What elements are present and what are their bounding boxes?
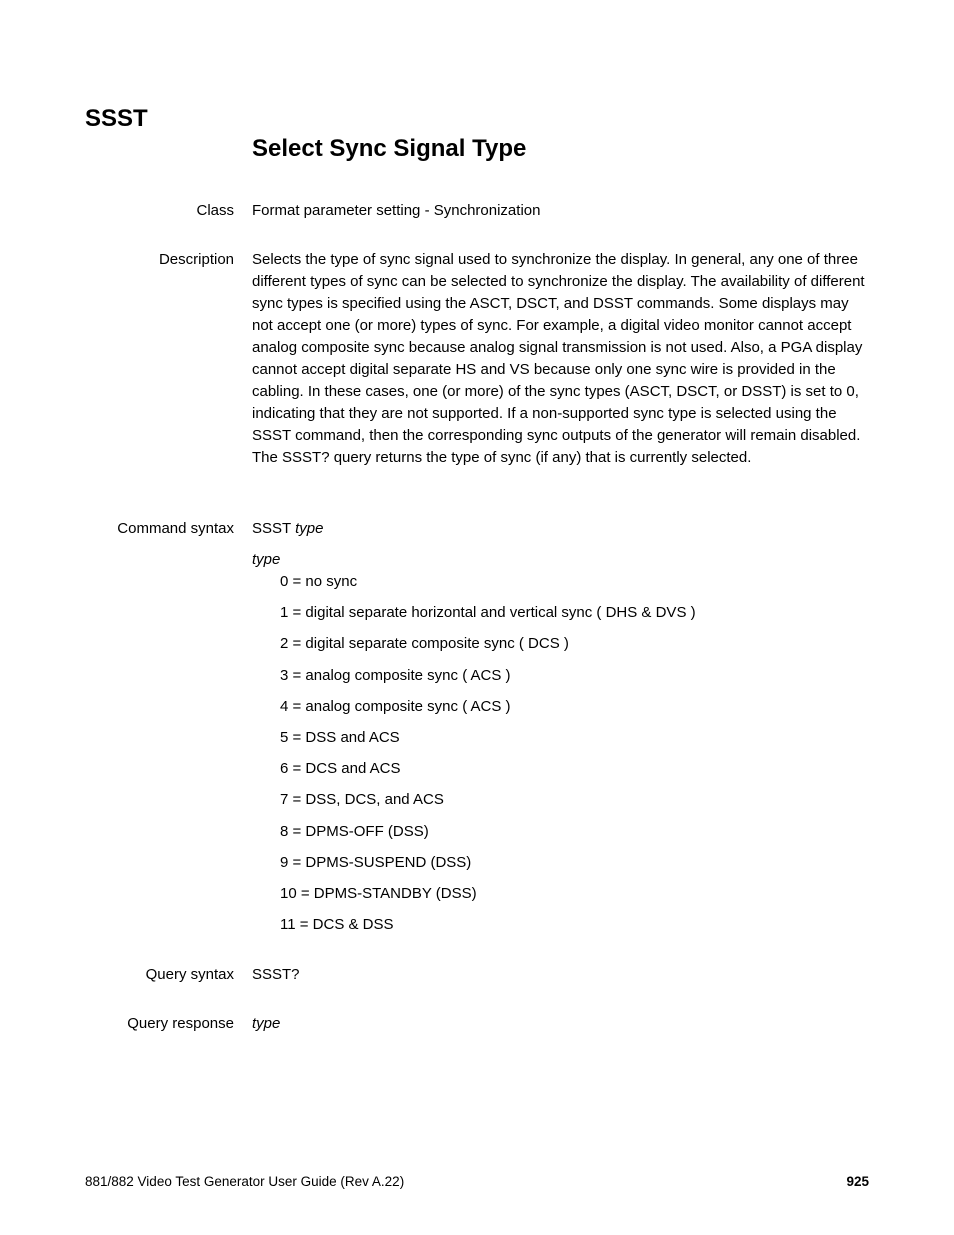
class-label: Class	[196, 202, 234, 219]
parameter-option: 5 = DSS and ACS	[280, 728, 400, 746]
command-title: Select Sync Signal Type	[252, 135, 527, 162]
parameter-option: 4 = analog composite sync ( ACS )	[280, 697, 511, 715]
parameter-option: 6 = DCS and ACS	[280, 760, 401, 778]
footer-page-number: 925	[846, 1174, 869, 1189]
query-response-label: Query response	[127, 1015, 234, 1032]
query-syntax-value: SSST?	[252, 966, 300, 983]
footer-guide-title: 881/882 Video Test Generator User Guide (Rev A.22)	[85, 1174, 405, 1189]
description-label: Description	[158, 251, 234, 268]
command-syntax-parameter: type	[295, 520, 324, 537]
command-syntax-value	[252, 518, 323, 540]
parameter-option: 11 = DCS & DSS	[280, 916, 394, 934]
command-name: SSST	[85, 105, 148, 132]
command-syntax-label: Command syntax	[117, 520, 234, 537]
parameter-option: 8 = DPMS-OFF (DSS)	[280, 822, 429, 840]
parameter-option: 3 = analog composite sync ( ACS )	[280, 666, 511, 684]
description-text	[252, 249, 870, 469]
parameter-option: 7 = DSS, DCS, and ACS	[280, 791, 444, 809]
parameter-option: 1 = digital separate horizontal and vertical sync ( DHS & DVS )	[280, 604, 696, 622]
description-paragraph: Selects the type of sync signal used to synchronize the display. In general, any one of three different types of sync can be selected to synchronize the display. The availability of different sync types is specified using the ASCT, DSCT, and DSST commands. Some displays may not accept one (or more) types of sync. For example, a digital video monitor cannot accept analog composite sync because analog signal transmission is not used. Also, a PGA display cannot accept digital separate HS and VS because only one sync wire is provided in the cabling. In these cases, one (or more) of the sync types (ASCT, DSCT, or DSST) is set to 0, indicating that they are not supported. If a non-supported sync type is selected using the SSST command, then the corresponding sync outputs of the generator will remain disabled. The SSST? query returns the type of sync (if any) that is currently selected.	[252, 251, 865, 466]
parameter-options-list	[280, 571, 696, 945]
parameter-option: 9 = DPMS-SUSPEND (DSS)	[280, 853, 472, 871]
parameter-option: 2 = digital separate composite sync ( DCS )	[280, 635, 569, 653]
class-value: Format parameter setting - Synchronization	[252, 202, 541, 219]
parameter-option: 10 = DPMS-STANDBY (DSS)	[280, 884, 477, 902]
parameter-option: 0 = no sync	[280, 573, 358, 590]
query-syntax-label: Query syntax	[145, 966, 234, 983]
parameter-heading: type	[252, 551, 281, 568]
query-response-value: type	[252, 1015, 281, 1032]
command-syntax-command: SSST	[252, 520, 291, 537]
